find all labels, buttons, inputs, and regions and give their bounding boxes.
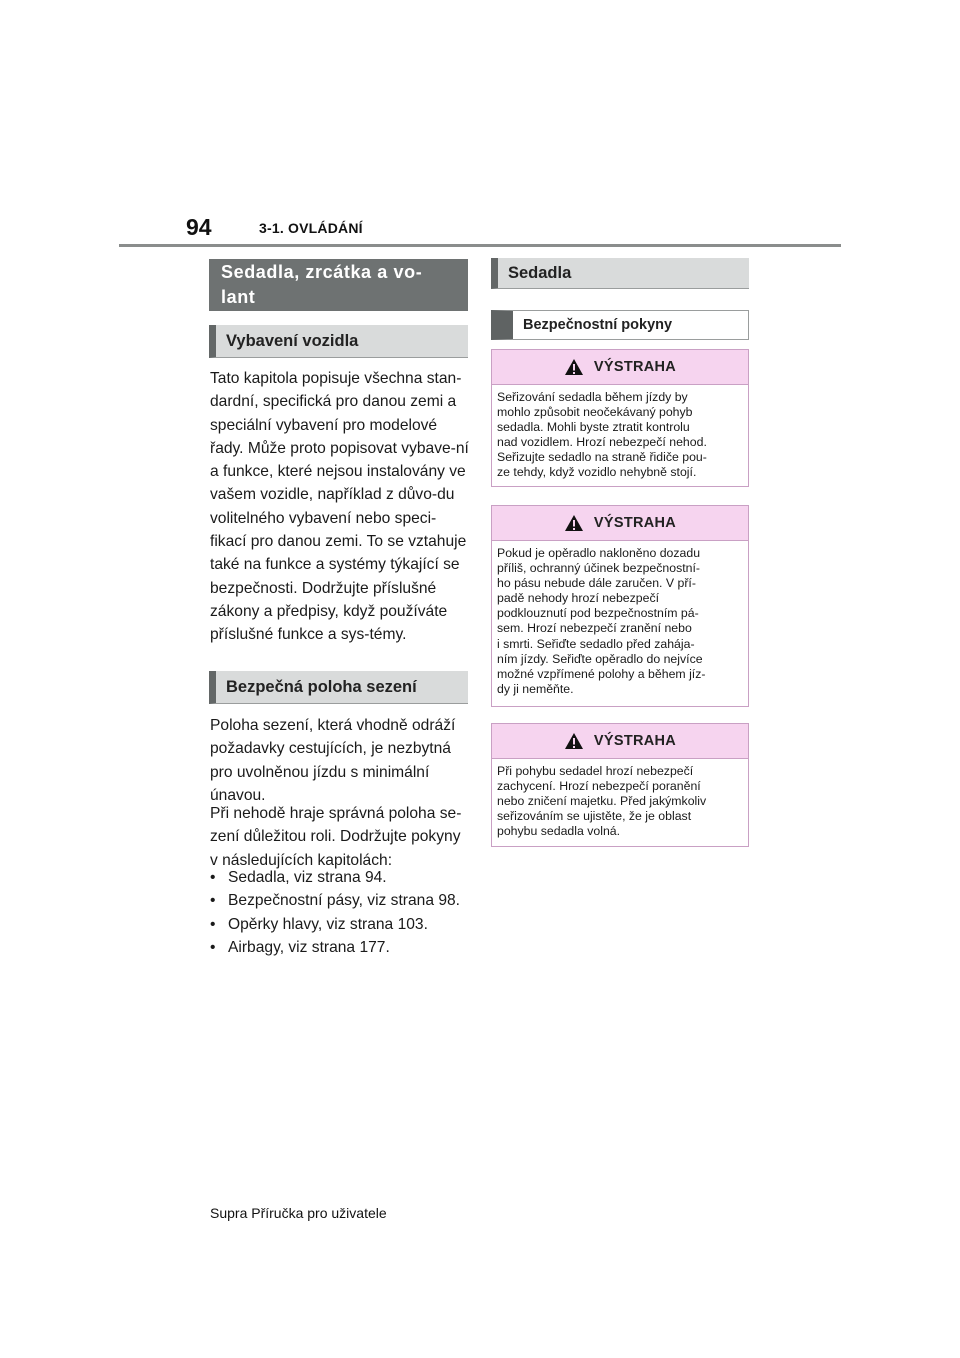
reference-list	[210, 866, 480, 959]
warning-line: sem. Hrozí nebezpečí zranění nebo	[497, 621, 692, 636]
list-item-text: Sedadla, viz strana 94.	[228, 869, 387, 886]
heading-vybaveni-vozidla: Vybavení vozidla	[209, 325, 468, 358]
warning-line: zachycení. Hrozí nebezpečí poranění	[497, 779, 701, 794]
paragraph-nehoda: Při nehodě hraje správná poloha se-zení důležitou roli. Dodržujte pokyny v následujících kapitolách:	[210, 805, 462, 869]
warning-line: ho pásu nebude dále zaručen. V pří-	[497, 576, 696, 591]
warning-line: podklouznutí pod bezpečnostním pá-	[497, 606, 699, 621]
header-divider	[119, 244, 841, 247]
warning-header	[492, 350, 748, 385]
bullet-icon: •	[210, 892, 216, 910]
page-number: 94	[186, 214, 212, 240]
heading-bezpecna-poloha: Bezpečná poloha sezení	[209, 671, 468, 704]
paragraph-vybaveni: Tato kapitola popisuje všechna stan-dardní, specifická pro danou zemi a speciální vybavení pro modelové řady. Může proto popisovat vybave-ní a funkce, které nejsou instalovány ve vašem vozidle, například z důvo-du volitelného vybavení nebo speci-fikací pro danou zemi. To se vztahuje také na funkce a systémy týkající se bezpečnosti. Dodržujte příslušné zákony a předpisy, když používáte příslušné funkce a sys-témy.	[210, 370, 469, 644]
footer-title: Supra Příručka pro uživatele	[210, 1205, 387, 1221]
warning-title: VÝSTRAHA	[593, 515, 677, 531]
warning-line: sedadla. Mohli byste ztratit kontrolu	[497, 420, 690, 435]
warning-header	[492, 506, 748, 541]
warning-line: i smrti. Seřiďte sedadlo před zahája-	[497, 636, 695, 651]
warning-header	[492, 724, 748, 759]
warning-title: VÝSTRAHA	[593, 733, 677, 749]
warning-text	[492, 541, 748, 703]
chapter-title	[221, 260, 422, 310]
warning-line: ním jízdy. Seřiďte opěradlo do nejvíce	[497, 651, 703, 666]
warning-triangle-icon	[564, 732, 584, 750]
warning-line: pohybu sedadla volná.	[497, 824, 621, 839]
list-item	[210, 913, 480, 936]
warning-line: dy ji neměňte.	[497, 681, 574, 696]
warning-box	[491, 723, 749, 847]
chapter-title-box	[209, 259, 468, 311]
warning-triangle-icon	[564, 358, 584, 376]
warning-box	[491, 349, 749, 487]
warning-line: nebo zničení majetku. Před jakýmkoliv	[497, 794, 707, 809]
warning-title: VÝSTRAHA	[593, 359, 677, 375]
warning-line: ze tehdy, když vozidlo nehybně stojí.	[497, 465, 697, 480]
warning-text	[492, 385, 748, 487]
heading-bezpecnostni-pokyny: Bezpečnostní pokyny	[491, 310, 749, 340]
warning-box	[491, 505, 749, 707]
warning-line: padě nehody hrozí nebezpečí	[497, 591, 660, 606]
warning-line: Pokud je opěradlo nakloněno dozadu	[497, 546, 701, 560]
warning-line: nad vozidlem. Hrozí nebezpečí nehod.	[497, 435, 707, 450]
warning-line: Seřizujte sedadlo na straně řidiče pou-	[497, 450, 707, 465]
section-reference: 3-1. OVLÁDÁNÍ	[259, 220, 363, 236]
bullet-icon: •	[210, 915, 216, 933]
list-item	[210, 866, 480, 889]
paragraph-poloha: Poloha sezení, která vhodně odráží požadavky cestujících, je nezbytná pro uvolněnou jízdu s minimální únavou.	[210, 717, 456, 804]
warning-line: mohlo způsobit neočekávaný pohyb	[497, 405, 693, 420]
chapter-title-line-2: lant	[221, 287, 256, 307]
warning-line: příliš, ochranný účinek bezpečnostní-	[497, 561, 701, 576]
warning-triangle-icon	[564, 514, 584, 532]
list-item-text: Opěrky hlavy, viz strana 103.	[228, 915, 428, 933]
warning-text	[492, 759, 748, 845]
list-item	[210, 936, 480, 959]
chapter-title-line-1: Sedadla, zrcátka a vo-	[221, 262, 423, 282]
warning-line: Seřizování sedadla během jízdy by	[497, 390, 688, 404]
bullet-icon: •	[210, 869, 216, 886]
heading-sedadla: Sedadla	[491, 258, 749, 289]
list-item-text: Airbagy, viz strana 177.	[228, 938, 390, 956]
list-item-text: Bezpečnostní pásy, viz strana 98.	[228, 892, 461, 910]
warning-line: seřizováním se ujistěte, že je oblast	[497, 809, 692, 824]
warning-line: Při pohybu sedadel hrozí nebezpečí	[497, 764, 694, 778]
warning-line: možné vzpřímené polohy a během jíz-	[497, 666, 706, 681]
bullet-icon: •	[210, 938, 216, 956]
list-item	[210, 889, 480, 912]
